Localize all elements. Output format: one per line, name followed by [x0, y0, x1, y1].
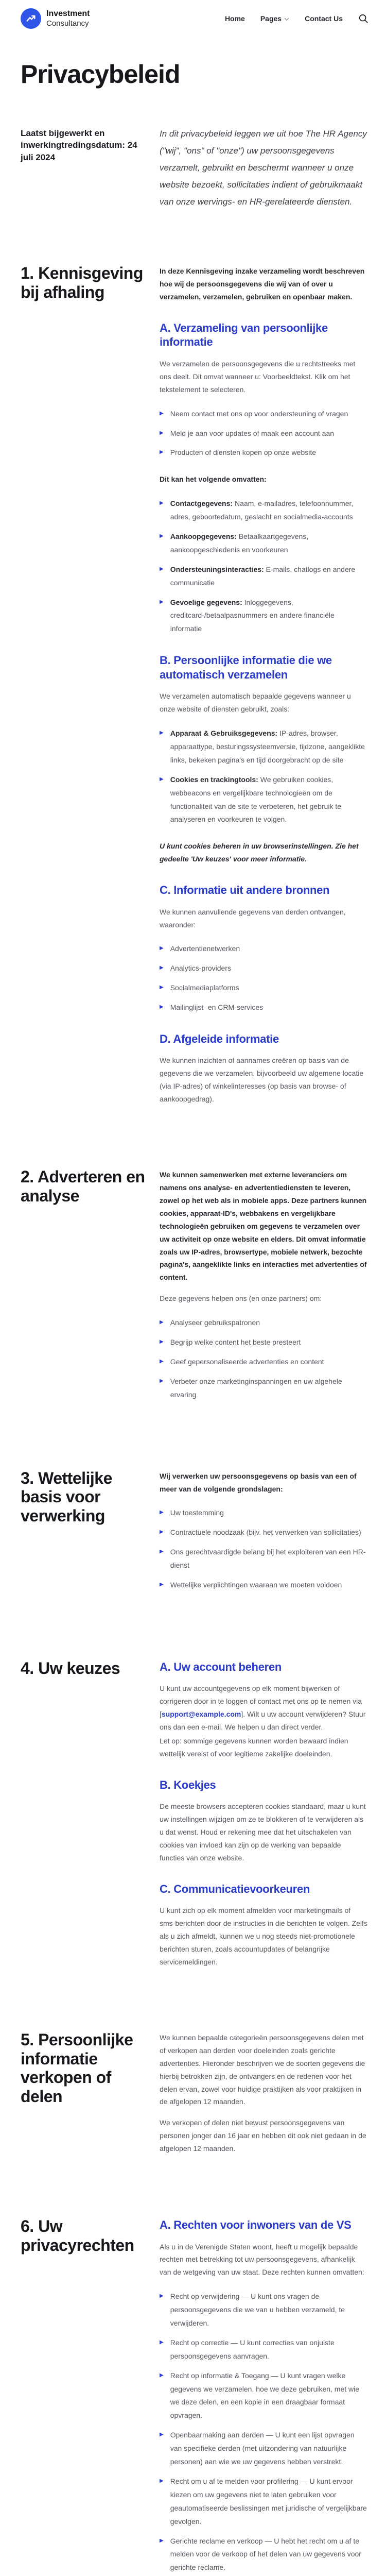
list-item-body: Naam, e-mailadres, telefoonnummer, adres, geboortedatum, geslacht en socialmedia-accounts: [170, 499, 354, 521]
section-heading: 6. Uw privacyrechten: [21, 2217, 134, 2255]
list-item-text: Uw toestemming: [170, 1509, 224, 1517]
list-item: [160, 1336, 367, 1349]
bullet-arrow-icon: ▶: [160, 945, 164, 952]
section-intro: Wij verwerken uw persoonsgegevens op basis van een of meer van de volgende grondslagen:: [160, 1471, 357, 1493]
list-item-text: Openbaarmaking aan derden — U kunt een lijst opvragen van specifieke derden (met uitzondering van natuurlijke personen) aan wie we uw gegevens hebben verstrekt.: [170, 2431, 355, 2466]
list-item-text: [170, 596, 367, 636]
list-item-text: Recht op verwijdering — U kunt ons vragen de persoonsgegevens die we van u hebben verzameld, te verwijderen.: [170, 2292, 345, 2328]
list-item-text: Ons gerechtvaardigde belang bij het exploiteren van een HR-dienst: [170, 1548, 366, 1570]
list-item-label: Ondersteuningsinteracties:: [170, 565, 264, 573]
list-item: [160, 497, 367, 524]
section-uw-keuzes: [0, 1659, 386, 1977]
list-item-label: Apparaat & Gebruiksgegevens:: [170, 729, 278, 738]
list-item: [160, 1355, 367, 1369]
list-item: [160, 773, 367, 827]
list-item: [160, 1316, 367, 1330]
section-heading: 4. Uw keuzes: [21, 1658, 120, 1677]
list-item: [160, 2336, 367, 2363]
list-item: [160, 2369, 367, 2423]
bullet-arrow-icon: ▶: [160, 566, 164, 572]
section-heading: 3. Wettelijke basis voor verwerking: [21, 1468, 112, 1526]
bullet-arrow-icon: ▶: [160, 1358, 164, 1364]
paragraph: [160, 1682, 367, 1734]
page-title: Privacybeleid: [21, 60, 180, 89]
list-item: [160, 2290, 367, 2330]
subsection-heading: A. Rechten voor inwoners van de VS: [160, 2218, 352, 2232]
list-item: [160, 563, 367, 590]
list-item-text: [170, 773, 367, 827]
section-privacyrechten: [0, 2217, 386, 2576]
list-item: [160, 981, 367, 995]
section-intro: In deze Kennisgeving inzake verzameling wordt beschreven hoe wij de persoonsgegevens die wij van of over u verzamelen, verzamelen, gebruiken en openbaar maken.: [160, 267, 365, 301]
list-item-text: Analytics-providers: [170, 964, 231, 973]
main-nav: [225, 13, 369, 24]
list-item-label: Contactgegevens:: [170, 499, 233, 508]
list-item-body: We gebruiken cookies, webbeacons en vergelijkbare technologieën om de functionaliteit van de site te verbeteren, het gebruik te analyseren en voorkeuren te volgen.: [170, 775, 342, 824]
list-item-text: Gerichte reclame en verkoop — U hebt het recht om u af te melden voor de verkoop of het delen van uw gegevens voor gerichte reclame.: [170, 2536, 361, 2572]
brand-name-line1: Investment: [46, 9, 90, 19]
bullet-arrow-icon: ▶: [160, 965, 164, 971]
list-item-body: E-mails, chatlogs en andere communicatie: [170, 565, 356, 587]
paragraph-text: U kunt uw accountgegevens op elk moment bijwerken of corrigeren door in te loggen of contact met ons op te nemen via [: [160, 1684, 362, 1719]
bullet-arrow-icon: ▶: [160, 985, 164, 991]
bullet-arrow-icon: ▶: [160, 2372, 164, 2378]
list-item: [160, 1579, 367, 1592]
subsection-heading: B. Persoonlijke informatie die we automatisch verzamelen: [160, 654, 332, 681]
list-item-text: [170, 727, 367, 767]
bullet-list: [160, 408, 367, 460]
paragraph: We verzamelen de persoonsgegevens die u rechtstreeks met ons deelt. Dit omvat wanneer u: Voorbeeldtekst. Klik om het tekstelement te selecteren.: [160, 359, 356, 394]
list-item-text: [170, 563, 367, 590]
subsection-heading: A. Uw account beheren: [160, 1660, 282, 1673]
list-item: [160, 1546, 367, 1572]
intro-row: [0, 125, 386, 211]
list-item: [160, 962, 367, 975]
bullet-arrow-icon: ▶: [160, 1319, 164, 1326]
subsection-heading: C. Communicatievoorkeuren: [160, 1882, 310, 1895]
bullet-arrow-icon: ▶: [160, 2537, 164, 2544]
bullet-arrow-icon: ▶: [160, 449, 164, 455]
bullet-arrow-icon: ▶: [160, 1549, 164, 1555]
list-item-text: Wettelijke verplichtingen waaraan we moeten voldoen: [170, 1580, 342, 1589]
list-item-body: Betaalkaartgegevens, aankoopgeschiedenis en voorkeuren: [170, 532, 309, 554]
list-item-body: IP-adres, browser, apparaattype, besturingssysteemversie, tijdzone, aangeklikte links, bekeken pagina's en tijd doorgebracht op de site: [170, 729, 365, 764]
bullet-list: [160, 1506, 367, 1591]
list-item-text: Recht op informatie & Toegang — U kunt vragen welke gegevens we verzamelen, hoe we deze gebruiken, met wie we deze delen, en een kopie in een draagbaar formaat opvragen.: [170, 2371, 360, 2420]
subsection-heading: B. Koekjes: [160, 1778, 216, 1791]
nav-contact-us[interactable]: Contact Us: [305, 14, 343, 23]
list-item-text: Advertentienetwerken: [170, 944, 240, 953]
section-kennisgeving: [0, 264, 386, 1114]
list-item: [160, 1526, 367, 1539]
nav-pages[interactable]: [260, 14, 289, 23]
bullet-arrow-icon: ▶: [160, 2432, 164, 2438]
site-header: [0, 0, 386, 37]
section-heading: 5. Persoonlijke informatie verkopen of delen: [21, 2030, 133, 2106]
brand-logo[interactable]: [21, 8, 90, 29]
support-email-link[interactable]: support@example.com: [161, 1710, 241, 1719]
paragraph: We kunnen aanvullende gegevens van derden ontvangen, waaronder:: [160, 907, 346, 929]
bullet-arrow-icon: ▶: [160, 730, 164, 736]
paragraph: We kunnen inzichten of aannames creëren op basis van de gegevens die we verzamelen, bijvoorbeeld uw algemene locatie (via IP-adres) of winkelinteresses (op basis van browse- of aankoopgedrag).: [160, 1056, 364, 1104]
cookies-note: U kunt cookies beheren in uw browserinstellingen. Zie het gedeelte 'Uw keuzes' voor meer informatie.: [160, 842, 359, 863]
bullet-list: [160, 1316, 367, 1401]
bullet-arrow-icon: ▶: [160, 533, 164, 539]
subsection-heading: A. Verzameling van persoonlijke informatie: [160, 321, 328, 349]
bullet-arrow-icon: ▶: [160, 1378, 164, 1384]
bullet-list: [160, 727, 367, 826]
list-item-text: Recht om u af te melden voor profilering — U kunt ervoor kiezen om uw gegevens niet te laten gebruiken voor geautomatiseerde beslissingen met juridische of vergelijkbare gevolgen.: [170, 2477, 367, 2526]
list-item-text: Contractuele noodzaak (bijv. het verwerken van sollicitaties): [170, 1528, 361, 1537]
section-wettelijke-basis: [0, 1469, 386, 1605]
list-item-label: Gevoelige gegevens:: [170, 598, 242, 606]
list-item-label: Aankoopgegevens:: [170, 532, 237, 540]
list-item-text: Geef gepersonaliseerde advertenties en content: [170, 1357, 324, 1366]
paragraph: Dit kan het volgende omvatten:: [160, 475, 267, 484]
list-item: [160, 942, 367, 956]
bullet-arrow-icon: ▶: [160, 1529, 164, 1535]
bullet-arrow-icon: ▶: [160, 599, 164, 605]
bullet-arrow-icon: ▶: [160, 2339, 164, 2345]
bullet-arrow-icon: ▶: [160, 1339, 164, 1345]
list-item: [160, 446, 367, 460]
list-item: [160, 2535, 367, 2575]
list-item: [160, 408, 367, 421]
bullet-list: [160, 942, 367, 1014]
section-verkopen-delen: [0, 2030, 386, 2163]
list-item-text: Begrijp welke content het beste presteert: [170, 1338, 301, 1347]
list-item: [160, 1001, 367, 1014]
trending-up-logo-icon: [21, 8, 41, 29]
intro-paragraph: In dit privacybeleid leggen we uit hoe The HR Agency ("wij", "ons" of "onze") uw persoonsgegevens verzamelt, gebruikt en beschermt wanneer u onze website bezoekt, sollicitaties indient of gebruikmaakt van onze wervings- en HR-gerelateerde diensten.: [160, 128, 367, 207]
bullet-arrow-icon: ▶: [160, 776, 164, 782]
bullet-arrow-icon: ▶: [160, 2478, 164, 2484]
list-item: [160, 1506, 367, 1520]
bullet-arrow-icon: ▶: [160, 1510, 164, 1516]
section-intro: We kunnen samenwerken met externe leveranciers om namens ons analyse- en advertentiediensten te leveren, zowel op het web als in mobiele apps. Deze partners kunnen cookies, apparaat-ID's, webbakens en vergelijkbare technologieën gebruiken om gegevens te verzamelen over uw activiteit op onze website en elders. Dit omvat informatie zoals uw IP-adres, browsertype, mobiele netwerk, bezochte pagina's, aangeklikte links en interacties met advertenties of content.: [160, 1171, 367, 1282]
list-item: [160, 530, 367, 557]
bullet-arrow-icon: ▶: [160, 410, 164, 416]
nav-pages-label: Pages: [260, 14, 282, 23]
paragraph: Als u in de Verenigde Staten woont, heeft u mogelijk bepaalde rechten met betrekking tot uw persoonsgegevens, afhankelijk van de wetgeving van uw staat. Deze rechten kunnen omvatten:: [160, 2242, 364, 2277]
last-updated-label: Laatst bijgewerkt en inwerkingtredingsdatum: 24 juli 2024: [21, 128, 137, 163]
paragraph: Deze gegevens helpen ons (en onze partners) om:: [160, 1294, 322, 1303]
paragraph-text: ]. Wilt u uw account verwijderen? Stuur ons dan een e-mail. We helpen u dan direct verder.: [160, 1710, 366, 1732]
bullet-arrow-icon: ▶: [160, 1004, 164, 1010]
list-item-text: Neem contact met ons op voor ondersteuning of vragen: [170, 409, 348, 418]
list-item-text: [170, 530, 367, 557]
section-heading: 1. Kennisgeving bij afhaling: [21, 264, 143, 301]
list-item-text: Verbeter onze marketinginspanningen en uw algehele ervaring: [170, 1377, 342, 1399]
bullet-arrow-icon: ▶: [160, 1581, 164, 1587]
chevron-down-icon: [284, 14, 289, 23]
paragraph: We verkopen of delen niet bewust persoonsgegevens van personen jonger dan 16 jaar en hebben dit ook niet gedaan in de afgelopen 12 maanden.: [160, 2119, 366, 2153]
nav-home[interactable]: Home: [224, 14, 245, 23]
list-item-text: Meld je aan voor updates of maak een account aan: [170, 429, 335, 437]
brand-name-line2: Consultancy: [46, 19, 89, 28]
list-item-text: Recht op correctie — U kunt correcties van onjuiste persoonsgegevens aanvragen.: [170, 2338, 335, 2360]
list-item: [160, 2429, 367, 2469]
subsection-heading: D. Afgeleide informatie: [160, 1032, 279, 1045]
paragraph: U kunt zich op elk moment afmelden voor marketingmails of sms-berichten door de instructies in die berichten te volgen. Zelfs als u zich afmeldt, kunnen we u nog steeds niet-promotionele berichten sturen, zoals accountupdates of belangrijke servicemeldingen.: [160, 1906, 367, 1966]
list-item-text: Analyseer gebruikspatronen: [170, 1318, 260, 1327]
paragraph: Let op: sommige gegevens kunnen worden bewaard indien wettelijk vereist of voor legitieme zakelijke doeleinden.: [160, 1737, 348, 1758]
list-item: [160, 2475, 367, 2529]
list-item: [160, 1375, 367, 1402]
bullet-arrow-icon: ▶: [160, 430, 164, 436]
list-item: [160, 427, 367, 440]
search-icon[interactable]: [358, 13, 369, 24]
list-item-text: Producten of diensten kopen op onze website: [170, 448, 317, 457]
list-item-label: Cookies en trackingtools:: [170, 775, 258, 784]
list-item: [160, 727, 367, 767]
list-item-text: [170, 497, 367, 524]
subsection-heading: C. Informatie uit andere bronnen: [160, 884, 330, 897]
paragraph: We verzamelen automatisch bepaalde gegevens wanneer u onze website of diensten gebruikt, zoals:: [160, 692, 351, 714]
bullet-list: [160, 497, 367, 636]
bullet-list: [160, 2290, 367, 2576]
bullet-arrow-icon: ▶: [160, 500, 164, 506]
list-item-text: Mailinglijst- en CRM-services: [170, 1003, 264, 1012]
section-heading: 2. Adverteren en analyse: [21, 1167, 145, 1205]
paragraph: De meeste browsers accepteren cookies standaard, maar u kunt uw instellingen wijzigen om ze te blokkeren of te verwijderen als u dat wenst. Houd er rekening mee dat het uitschakelen van cookies van invloed kan zijn op de werking van bepaalde functies van onze website.: [160, 1802, 366, 1862]
list-item-text: Socialmediaplatforms: [170, 984, 239, 992]
bullet-arrow-icon: ▶: [160, 2293, 164, 2299]
paragraph: We kunnen bepaalde categorieën persoonsgegevens delen met of verkopen aan derden voor doeleinden zoals gerichte advertenties. Hieronder beschrijven we de soorten gegevens die hierbij betrokken zijn, de ontvangers en de redenen voor het delen ervan, zowel voor huidige praktijken als voor praktijken in de afgelopen 12 maanden.: [160, 2033, 365, 2106]
list-item: [160, 596, 367, 636]
section-adverteren: [0, 1167, 386, 1415]
list-item-body: Inloggegevens, creditcard-/betaalpasnummers en andere financiële informatie: [170, 598, 335, 633]
